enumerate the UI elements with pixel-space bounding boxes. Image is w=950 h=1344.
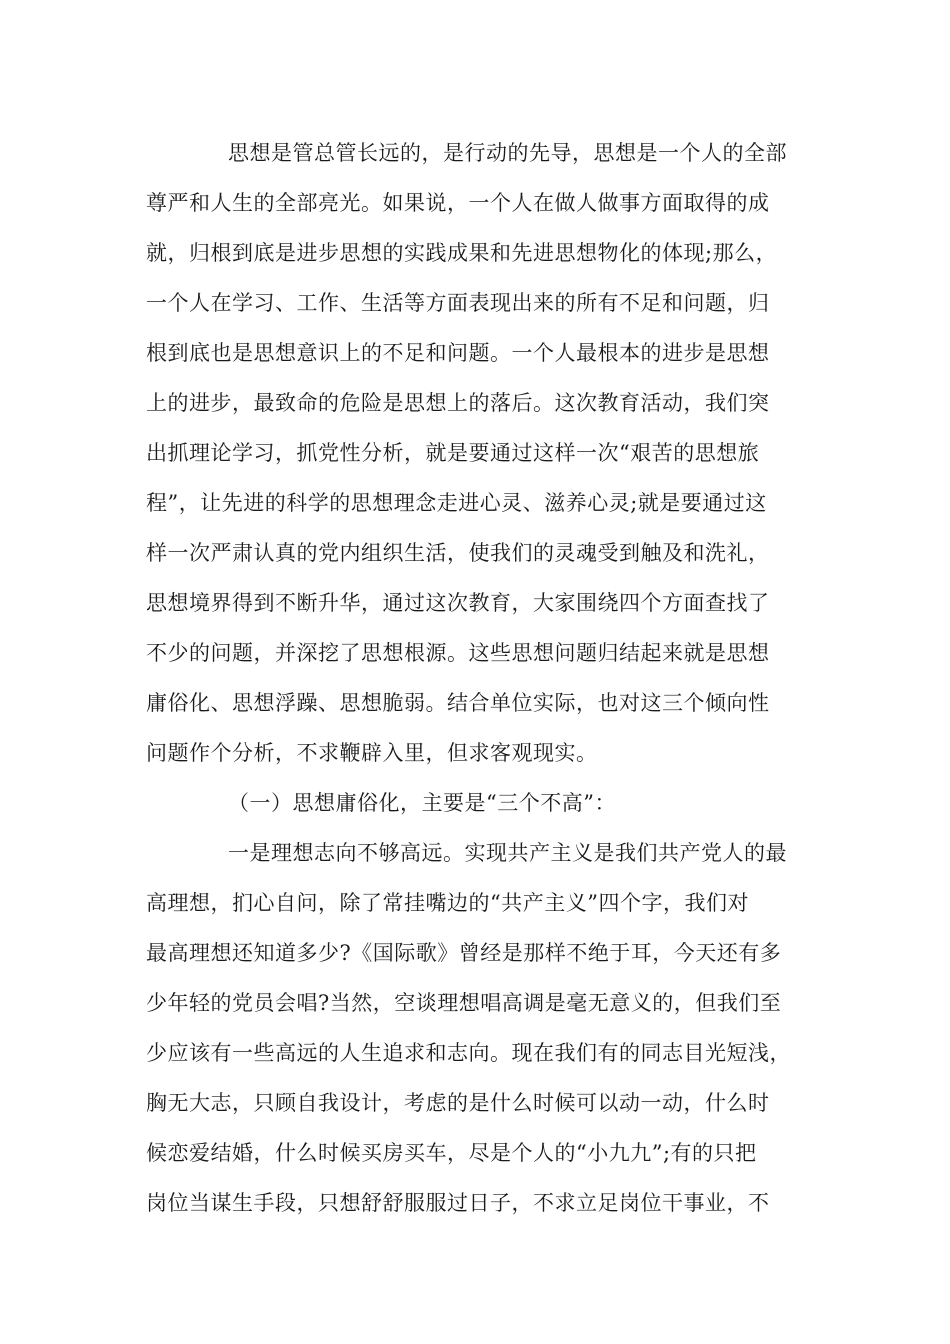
text-line: 问题作个分析，不求鞭辟入里，但求客观现实。 bbox=[146, 741, 598, 765]
text-line: 高理想，扪心自问，除了常挂嘴边的“共产主义”四个字，我们对 bbox=[146, 891, 749, 915]
text-line: 少应该有一些高远的人生追求和志向。现在我们有的同志目光短浅， bbox=[146, 1041, 791, 1065]
text-line: 思想是管总管长远的，是行动的先导，思想是一个人的全部 bbox=[228, 141, 787, 165]
text-line: 少年轻的党员会唱?当然，空谈理想唱高调是毫无意义的，但我们至 bbox=[146, 991, 782, 1015]
text-line: 出抓理论学习，抓党性分析，就是要通过这样一次“艰苦的思想旅 bbox=[146, 441, 760, 465]
text-line: 最高理想还知道多少?《国际歌》曾经是那样不绝于耳，今天还有多 bbox=[146, 941, 782, 965]
text-line: 样一次严肃认真的党内组织生活，使我们的灵魂受到触及和洗礼， bbox=[146, 541, 770, 565]
text-line: 候恋爱结婚，什么时候买房买车，尽是个人的“小九九”;有的只把 bbox=[146, 1141, 757, 1165]
text-line: 不少的问题，并深挖了思想根源。这些思想问题归结起来就是思想 bbox=[146, 641, 770, 665]
text-line: 程”，让先进的科学的思想理念走进心灵、滋养心灵;就是要通过这 bbox=[146, 491, 767, 515]
text-line: 一是理想志向不够高远。实现共产主义是我们共产党人的最 bbox=[228, 841, 787, 865]
text-line: 思想境界得到不断升华，通过这次教育，大家围绕四个方面查找了 bbox=[146, 591, 770, 615]
text-line: 尊严和人生的全部亮光。如果说，一个人在做人做事方面取得的成 bbox=[146, 191, 770, 215]
document-body bbox=[146, 128, 810, 1228]
text-line: （一）思想庸俗化，主要是“三个不高”： bbox=[228, 791, 616, 815]
text-line: 根到底也是思想意识上的不足和问题。一个人最根本的进步是思想 bbox=[146, 341, 770, 365]
text-line: 上的进步，最致命的危险是思想上的落后。这次教育活动，我们突 bbox=[146, 391, 770, 415]
text-line: 胸无大志，只顾自我设计，考虑的是什么时候可以动一动，什么时 bbox=[146, 1091, 770, 1115]
text-line: 岗位当谋生手段，只想舒舒服服过日子，不求立足岗位干事业，不 bbox=[146, 1191, 770, 1215]
text-line: 庸俗化、思想浮躁、思想脆弱。结合单位实际，也对这三个倾向性 bbox=[146, 691, 770, 715]
text-line: 就，归根到底是进步思想的实践成果和先进思想物化的体现;那么， bbox=[146, 241, 778, 265]
text-line: 一个人在学习、工作、生活等方面表现出来的所有不足和问题，归 bbox=[146, 291, 770, 315]
